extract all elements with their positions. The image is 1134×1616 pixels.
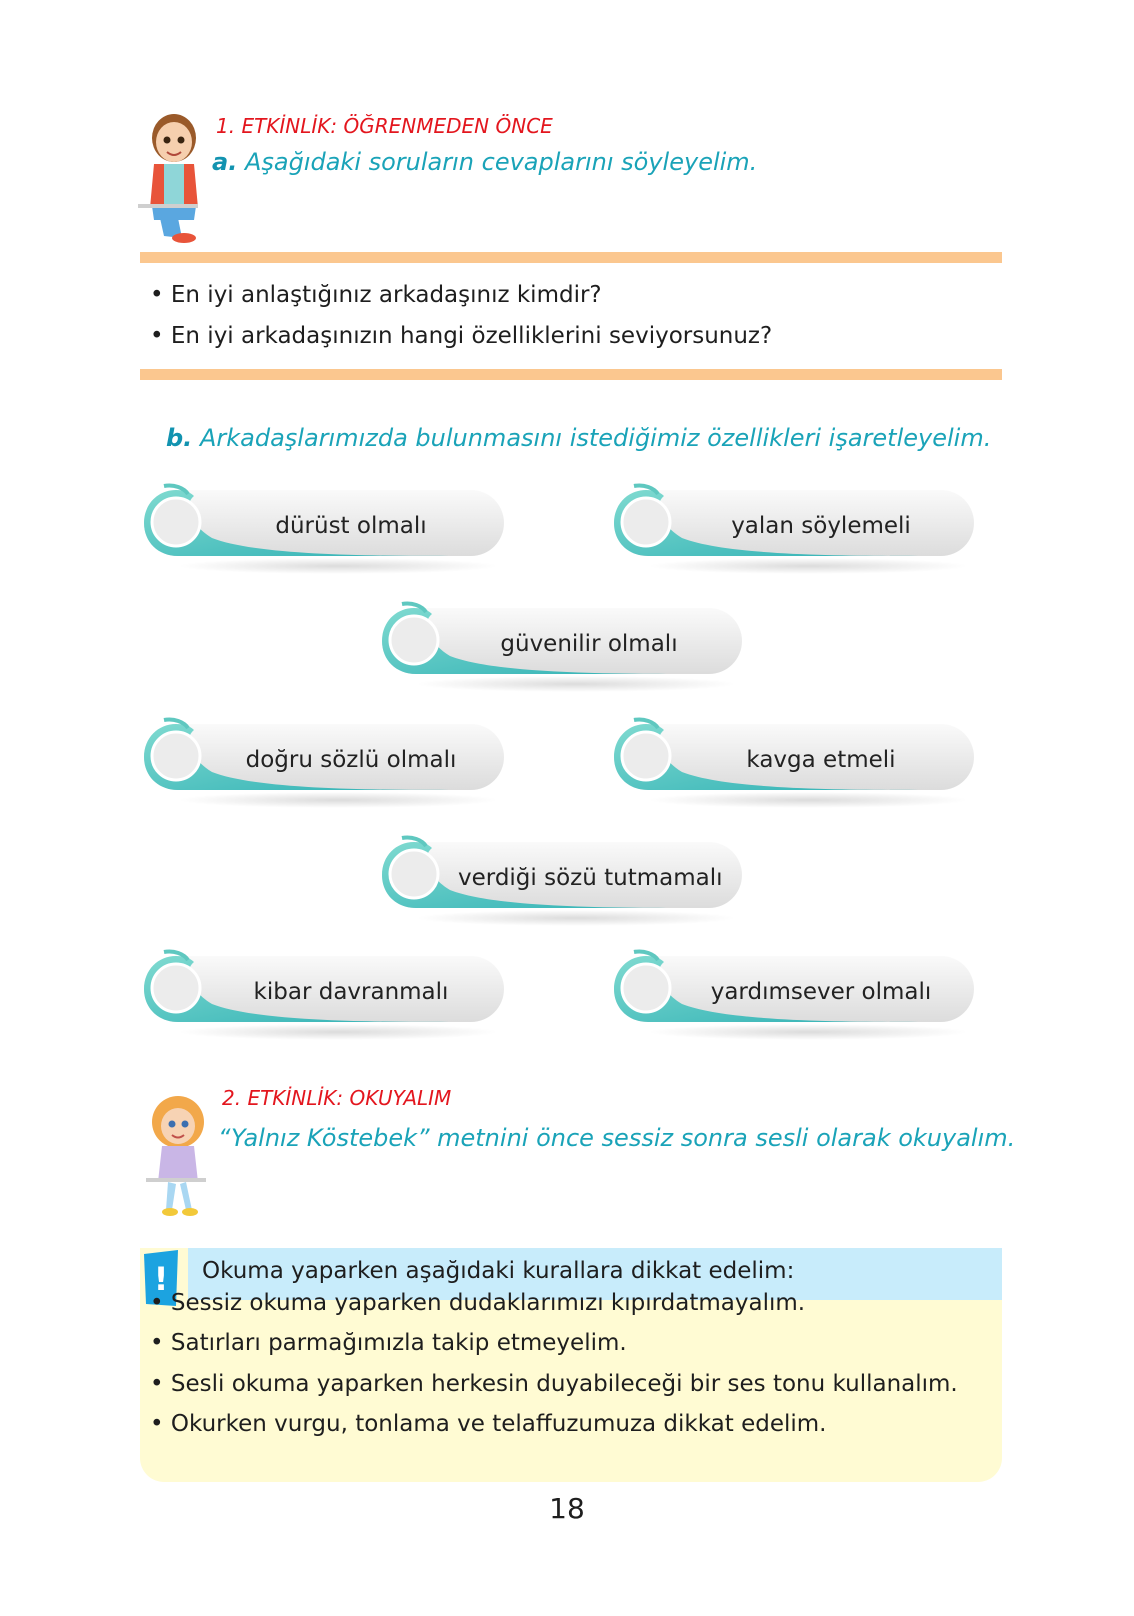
activity1-title: 1. ETKİNLİK: ÖĞRENMEDEN ÖNCE: [216, 114, 553, 138]
instruction-letter-a: a.: [212, 148, 238, 176]
question-2: • En iyi arkadaşınızın hangi özelliklerini seviyorsunuz?: [150, 323, 773, 349]
boy-illustration: [134, 108, 214, 246]
rule-item: • Satırları parmağımızla takip etmeyelim.: [150, 1330, 627, 1356]
exclamation-glyph: !: [153, 1260, 169, 1298]
activity1-instruction: [212, 148, 757, 176]
option-label: dürüst olmalı: [275, 513, 427, 539]
instruction-text-a: Aşağıdaki soruların cevaplarını söyleyelim.: [244, 148, 758, 176]
option-pill[interactable]: [138, 716, 510, 812]
rule-item: • Sesli okuma yaparken herkesin duyabileceği bir ses tonu kullanalım.: [150, 1371, 958, 1397]
question-1: • En iyi anlaştığınız arkadaşınız kimdir?: [150, 282, 602, 308]
option-label: kavga etmeli: [746, 747, 896, 773]
girl-illustration: [140, 1092, 216, 1220]
activity2-title: 2. ETKİNLİK: OKUYALIM: [222, 1086, 452, 1110]
option-pill[interactable]: [376, 834, 748, 930]
page-number: 18: [549, 1492, 585, 1525]
option-pill[interactable]: [138, 482, 510, 578]
option-pill[interactable]: [138, 948, 510, 1044]
option-pill[interactable]: [376, 600, 748, 696]
questions-top-band: [140, 252, 1002, 263]
option-pill[interactable]: [608, 948, 980, 1044]
activity2-instruction: “Yalnız Köstebek” metnini önce sessiz sonra sesli olarak okuyalım.: [218, 1124, 1016, 1152]
option-pill[interactable]: [608, 482, 980, 578]
activity1-part-b: [166, 424, 991, 452]
questions-bottom-band: [140, 369, 1002, 380]
instruction-letter-b: b.: [166, 424, 193, 452]
option-label: verdiği sözü tutmamalı: [458, 865, 723, 891]
instruction-text-b: Arkadaşlarımızda bulunmasını istediğimiz özellikleri işaretleyelim.: [199, 424, 992, 452]
option-pill[interactable]: [608, 716, 980, 812]
rule-item: • Okurken vurgu, tonlama ve telaffuzumuza dikkat edelim.: [150, 1411, 827, 1437]
rule-item: • Sessiz okuma yaparken dudaklarımızı kıpırdatmayalım.: [150, 1290, 806, 1316]
option-label: doğru sözlü olmalı: [245, 747, 457, 773]
option-label: kibar davranmalı: [253, 979, 449, 1005]
option-label: yardımsever olmalı: [710, 979, 932, 1005]
option-label: güvenilir olmalı: [500, 631, 678, 657]
rules-heading: Okuma yaparken aşağıdaki kurallara dikkat edelim:: [202, 1258, 795, 1284]
option-label: yalan söylemeli: [731, 513, 911, 539]
